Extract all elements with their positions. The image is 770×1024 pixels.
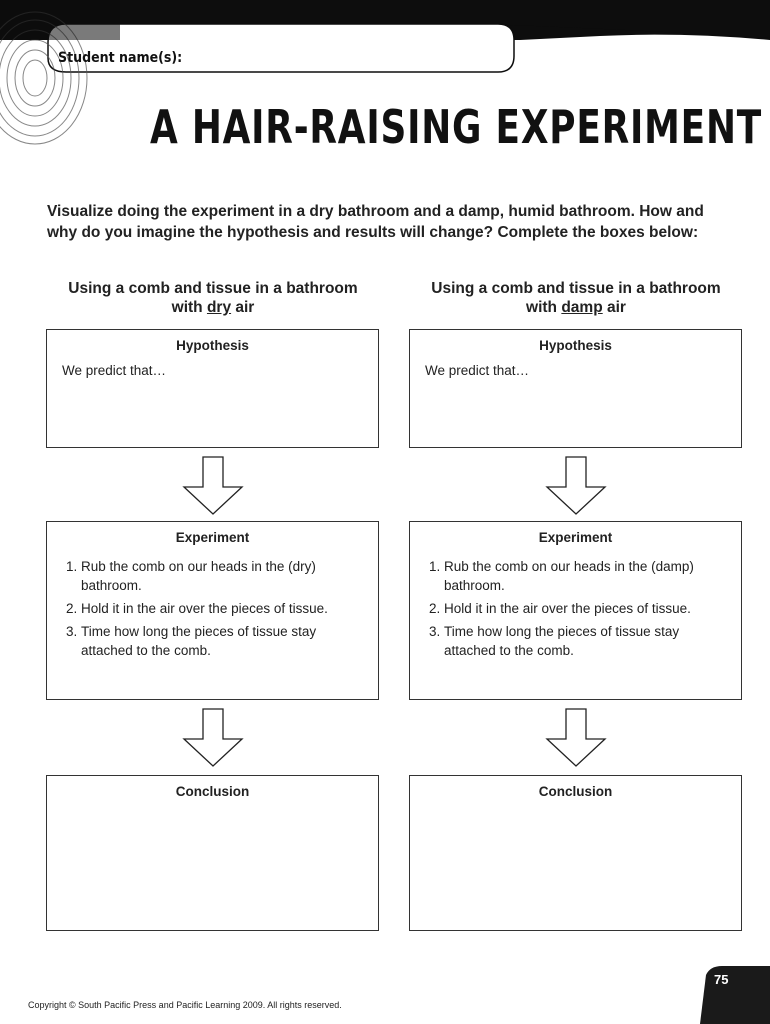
left-experiment-title: Experiment bbox=[175, 530, 250, 545]
down-arrow-icon bbox=[182, 708, 244, 768]
left-hypothesis-text: We predict that… bbox=[62, 363, 167, 378]
list-item: 2. Hold it in the air over the pieces of tissue. bbox=[444, 599, 731, 618]
list-item: 3. Time how long the pieces of tissue stay attached to the comb. bbox=[81, 622, 368, 660]
left-conclusion-title: Conclusion bbox=[175, 784, 250, 799]
left-conclusion-box[interactable] bbox=[46, 775, 379, 931]
right-heading-underlined: damp bbox=[561, 299, 603, 316]
right-conclusion-box[interactable] bbox=[409, 775, 742, 931]
right-hypothesis-text: We predict that… bbox=[425, 363, 530, 378]
left-experiment-box bbox=[46, 521, 379, 700]
left-heading-line2: with dry air bbox=[171, 299, 255, 316]
list-item: 1. Rub the comb on our heads in the (damp) bathroom. bbox=[444, 557, 731, 595]
student-name-label: Student name(s): bbox=[58, 50, 183, 66]
list-item: 2. Hold it in the air over the pieces of tissue. bbox=[81, 599, 368, 618]
left-experiment-steps bbox=[47, 557, 378, 660]
left-column-heading bbox=[46, 279, 380, 317]
right-experiment-title: Experiment bbox=[538, 530, 613, 545]
left-heading-underlined: dry bbox=[206, 299, 232, 316]
page-number: 75 bbox=[714, 972, 729, 987]
right-heading-line1: Using a comb and tissue in a bathroom bbox=[431, 280, 721, 297]
down-arrow-icon bbox=[545, 456, 607, 516]
right-column-heading bbox=[409, 279, 743, 317]
left-heading-line1: Using a comb and tissue in a bathroom bbox=[68, 280, 358, 297]
right-heading-line2: with damp air bbox=[526, 299, 626, 316]
intro-text: Visualize doing the experiment in a dry bathroom and a damp, humid bathroom. How and why do you imagine the hypothesis and results will change? Complete the boxes below: bbox=[47, 203, 704, 241]
right-experiment-steps bbox=[410, 557, 741, 660]
left-hypothesis-box[interactable] bbox=[46, 329, 379, 448]
down-arrow-icon bbox=[545, 708, 607, 768]
left-hypothesis-title: Hypothesis bbox=[176, 338, 249, 353]
right-experiment-box bbox=[409, 521, 742, 700]
list-item: 1. Rub the comb on our heads in the (dry) bathroom. bbox=[81, 557, 368, 595]
right-conclusion-title: Conclusion bbox=[538, 784, 613, 799]
corner-tab bbox=[700, 966, 770, 1024]
right-hypothesis-title: Hypothesis bbox=[539, 338, 612, 353]
page-title: A HAIR-RAISING EXPERIMENT bbox=[150, 100, 763, 154]
list-item: 3. Time how long the pieces of tissue stay attached to the comb. bbox=[444, 622, 731, 660]
right-hypothesis-box[interactable] bbox=[409, 329, 742, 448]
down-arrow-icon bbox=[182, 456, 244, 516]
copyright-text: Copyright © South Pacific Press and Pacific Learning 2009. All rights reserved. bbox=[28, 1000, 342, 1010]
